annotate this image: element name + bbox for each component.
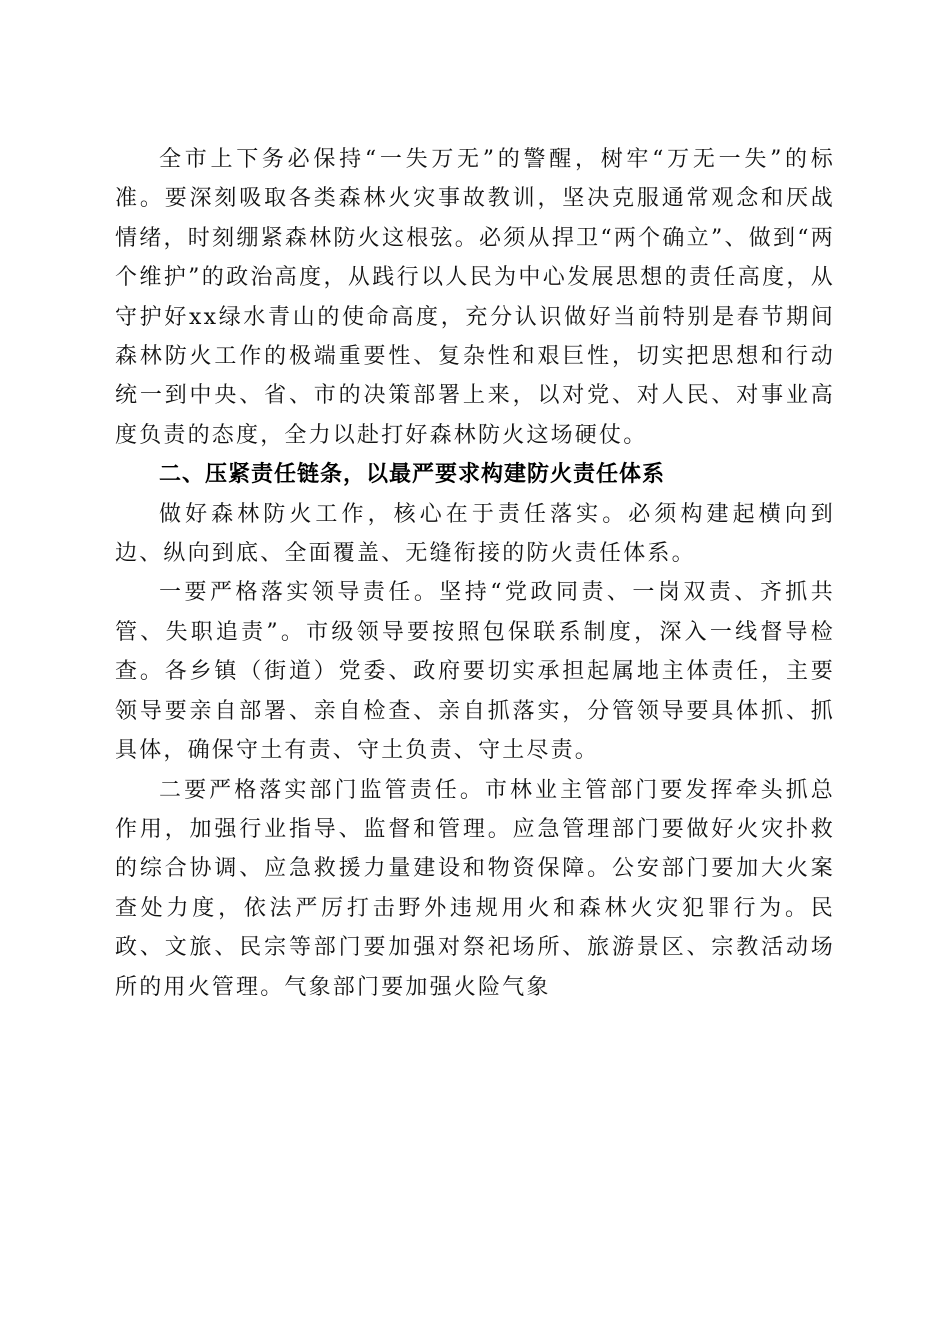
paragraph-department-responsibility: 二要严格落实部门监管责任。市林业主管部门要发挥牵头抓总作用，加强行业指导、监督和管理。应急管理部门要做好火灾扑救的综合协调、应急救援力量建设和物资保障。公安部门要加大火案查处力度，依法严厉打击野外违规用火和森林火灾犯罪行为。民政、文旅、民宗等部门要加强对祭祀场所、旅游景区、宗教活动场所的用火管理。气象部门要加强火险气象 — [115, 777, 835, 1000]
paragraph-commitment: 全市上下务必保持“一失万无”的警醒，树牢“万无一失”的标准。要深刻吸取各类森林火灾事故教训，坚决克服通常观念和厌战情绪，时刻绷紧森林防火这根弦。必须从捍卫“两个确立”、做到“两个维护”的政治高度，从践行以人民为中心发展思想的责任高度，从守护好xx绿水青山的使命高度，充分认识做好当前特别是春节期间森林防火工作的极端重要性、复杂性和艰巨性，切实把思想和行动统一到中央、省、市的决策部署上来，以对党、对人民、对事业高度负责的态度，全力以赴打好森林防火这场硬仗。 — [115, 147, 835, 448]
document-body — [115, 140, 835, 1007]
paragraph-responsibility-core: 做好森林防火工作，核心在于责任落实。必须构建起横向到边、纵向到底、全面覆盖、无缝衔接的防火责任体系。 — [115, 501, 835, 567]
section-heading-2: 二、压紧责任链条，以最严要求构建防火责任体系 — [159, 462, 666, 488]
paragraph-leadership-responsibility: 一要严格落实领导责任。坚持“党政同责、一岗双责、齐抓共管、失职追责”。市级领导要按照包保联系制度，深入一线督导检查。各乡镇（街道）党委、政府要切实承担起属地主体责任，主要领导要亲自部署、亲自检查、亲自抓落实，分管领导要具体抓、抓具体，确保守土有责、守土负责、守土尽责。 — [115, 580, 835, 764]
